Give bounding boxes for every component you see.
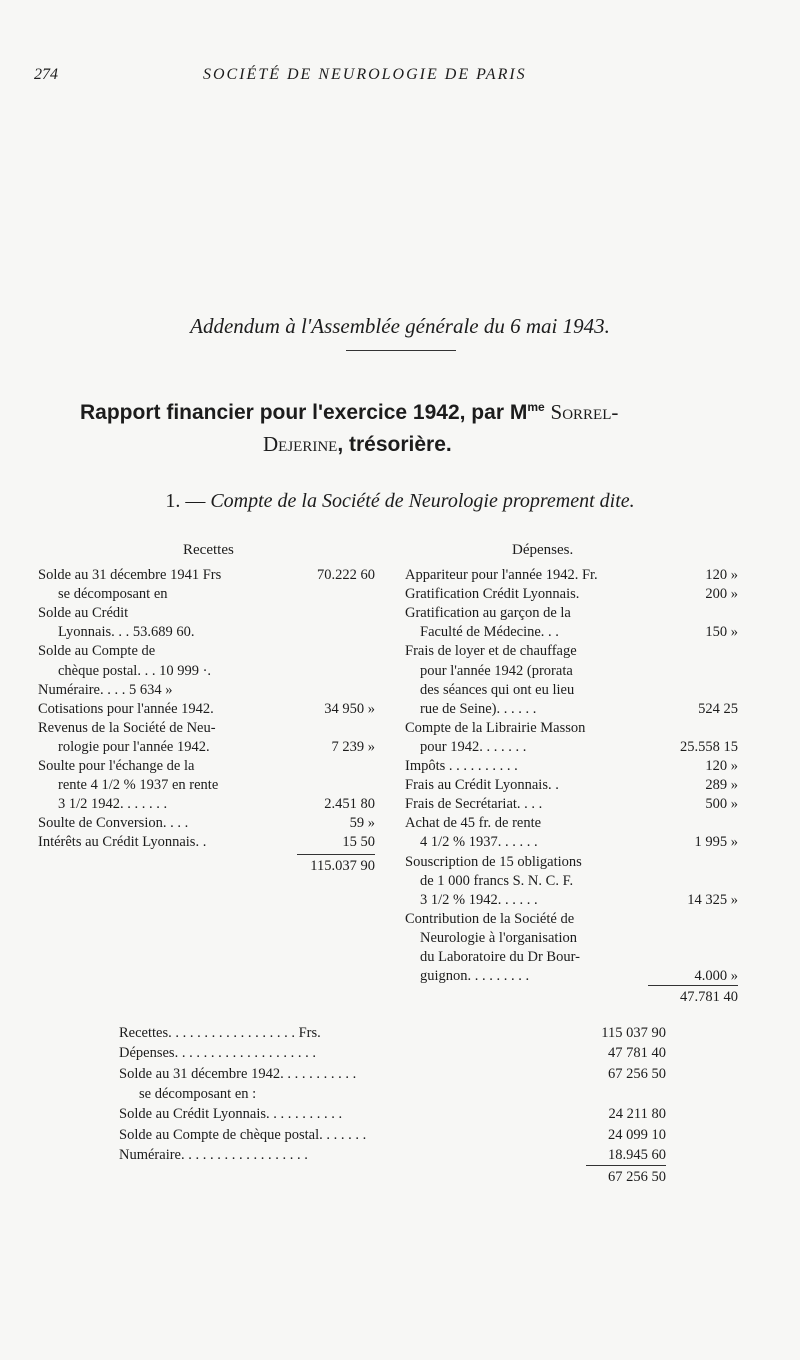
recettes-total: 115.037 90 [310,857,375,874]
report-title-tail: , trésorière. [337,433,452,456]
depenses-total: 47.781 40 [680,989,738,1006]
depenses-line: pour l'année 1942 (prorata [420,662,573,679]
recettes-amount: 34 950 » [324,700,375,717]
depenses-amount: 120 » [705,758,738,774]
report-title-sup: me [527,400,545,414]
recettes-line: Soulte de Conversion. . . . [38,815,189,832]
summary-line: Recettes. . . . . . . . . . . . . . . . . . Frs. [119,1025,321,1041]
summary-amount: 18.945 60 [608,1146,666,1163]
depenses-amount: 289 » [705,777,738,794]
section-number: 1. — [165,490,206,512]
depenses-line: des séances qui ont eu lieu [420,681,575,698]
depenses-line: de 1 000 francs S. N. C. F. [420,872,574,889]
running-title: SOCIÉTÉ DE NEUROLOGIE DE PARIS [203,66,527,83]
summary-line: Solde au 31 décembre 1942. . . . . . . . . . . [119,1065,357,1082]
depenses-line: Gratification Crédit Lyonnais. [405,586,580,603]
depenses-line: Achat de 45 fr. de rente [405,815,542,832]
depenses-amount: 500 » [705,796,738,813]
depenses-amount: 4.000 » [694,968,738,985]
depenses-line: Frais de Secrétariat. . . . [405,796,543,813]
recettes-heading: Recettes [183,542,234,558]
report-title-text: Rapport financier pour l'exercice 1942, par M [80,401,528,424]
summary-amount: 47 781 40 [608,1045,666,1062]
depenses-line: Gratification au garçon de la [405,605,571,622]
author-name: Sorrel- [550,400,619,424]
report-title-line-2 [263,432,452,457]
depenses-total-rule [648,985,738,986]
depenses-amount: 120 » [705,567,738,583]
recettes-line: Numéraire. . . . 5 634 » [38,681,173,698]
recettes-line: se décomposant en [58,586,168,603]
addendum-heading: Addendum à l'Assemblée générale du 6 mai 1943. [190,314,610,338]
depenses-line: Contribution de la Société de [405,910,575,927]
recettes-total-rule [297,854,375,855]
summary-line: Solde au Crédit Lyonnais. . . . . . . . . . . [119,1106,343,1123]
depenses-amount: 14 325 » [687,891,738,908]
depenses-line: Frais au Crédit Lyonnais. . [405,777,559,794]
depenses-line: Souscription de 15 obligations [405,853,582,870]
summary-line: se décomposant en : [139,1085,257,1102]
summary-line: Solde au Compte de chèque postal. . . . . . . [119,1126,367,1143]
summary-line: Numéraire. . . . . . . . . . . . . . . . . . [119,1146,308,1163]
recettes-amount: 59 » [349,815,375,832]
recettes-amount: 7 239 » [331,738,375,755]
recettes-line: 3 1/2 1942. . . . . . . [58,796,168,813]
recettes-amount: 2.451 80 [324,796,375,813]
depenses-line: Frais de loyer et de chauffage [405,643,577,660]
recettes-line: Revenus de la Société de Neu- [38,719,216,736]
recettes-line: Solde au Compte de [38,643,156,660]
depenses-line: pour 1942. . . . . . . [420,738,527,755]
recettes-line: rente 4 1/2 % 1937 en rente [58,777,219,794]
recettes-amount: 70.222 60 [317,567,375,583]
depenses-line: Impôts . . . . . . . . . . [405,758,518,774]
depenses-line: Compte de la Librairie Masson [405,719,586,736]
recettes-line: Soulte pour l'échange de la [38,758,195,774]
depenses-amount: 200 » [705,586,738,603]
depenses-line: Neurologie à l'organisation [420,929,577,946]
recettes-line: Solde au 31 décembre 1941 Frs [38,567,222,583]
depenses-line: 3 1/2 % 1942. . . . . . [420,891,538,908]
depenses-line: 4 1/2 % 1937. . . . . . [420,834,538,851]
summary-line: Dépenses. . . . . . . . . . . . . . . . . . . . [119,1045,316,1062]
depenses-amount: 524 25 [698,700,738,717]
summary-amount: 67 256 50 [608,1065,666,1082]
recettes-line: chèque postal. . . 10 999 ·. [58,662,212,679]
summary-amount: 115 037 90 [601,1025,666,1041]
divider [346,350,456,351]
depenses-line: Faculté de Médecine. . . [420,624,559,641]
summary-amount: 24 099 10 [608,1126,666,1143]
page-number: 274 [34,66,58,83]
depenses-amount: 150 » [705,624,738,641]
recettes-amount: 15 50 [342,834,375,851]
depenses-amount: 1 995 » [694,834,738,851]
summary-amount: 24 211 80 [608,1106,666,1123]
recettes-line: Intérêts au Crédit Lyonnais. . [38,834,207,851]
recettes-line: Solde au Crédit [38,605,129,622]
report-title-line-1 [80,400,618,425]
recettes-line: Lyonnais. . . 53.689 60. [58,624,195,641]
summary-total: 67 256 50 [608,1169,666,1186]
depenses-line: guignon. . . . . . . . . [420,968,530,985]
recettes-line: Cotisations pour l'année 1942. [38,700,214,717]
depenses-line: Appariteur pour l'année 1942. Fr. [405,567,598,583]
recettes-line: rologie pour l'année 1942. [58,738,210,755]
section-title: Compte de la Société de Neurologie proprement dite. [210,490,635,512]
depenses-amount: 25.558 15 [680,738,738,755]
summary-total-rule [586,1165,666,1166]
author-name-2: Dejerine [263,432,338,456]
depenses-line: du Laboratoire du Dr Bour- [420,949,580,965]
depenses-heading: Dépenses. [512,542,574,558]
section-heading [0,490,800,513]
depenses-line: rue de Seine). . . . . . [420,700,537,717]
